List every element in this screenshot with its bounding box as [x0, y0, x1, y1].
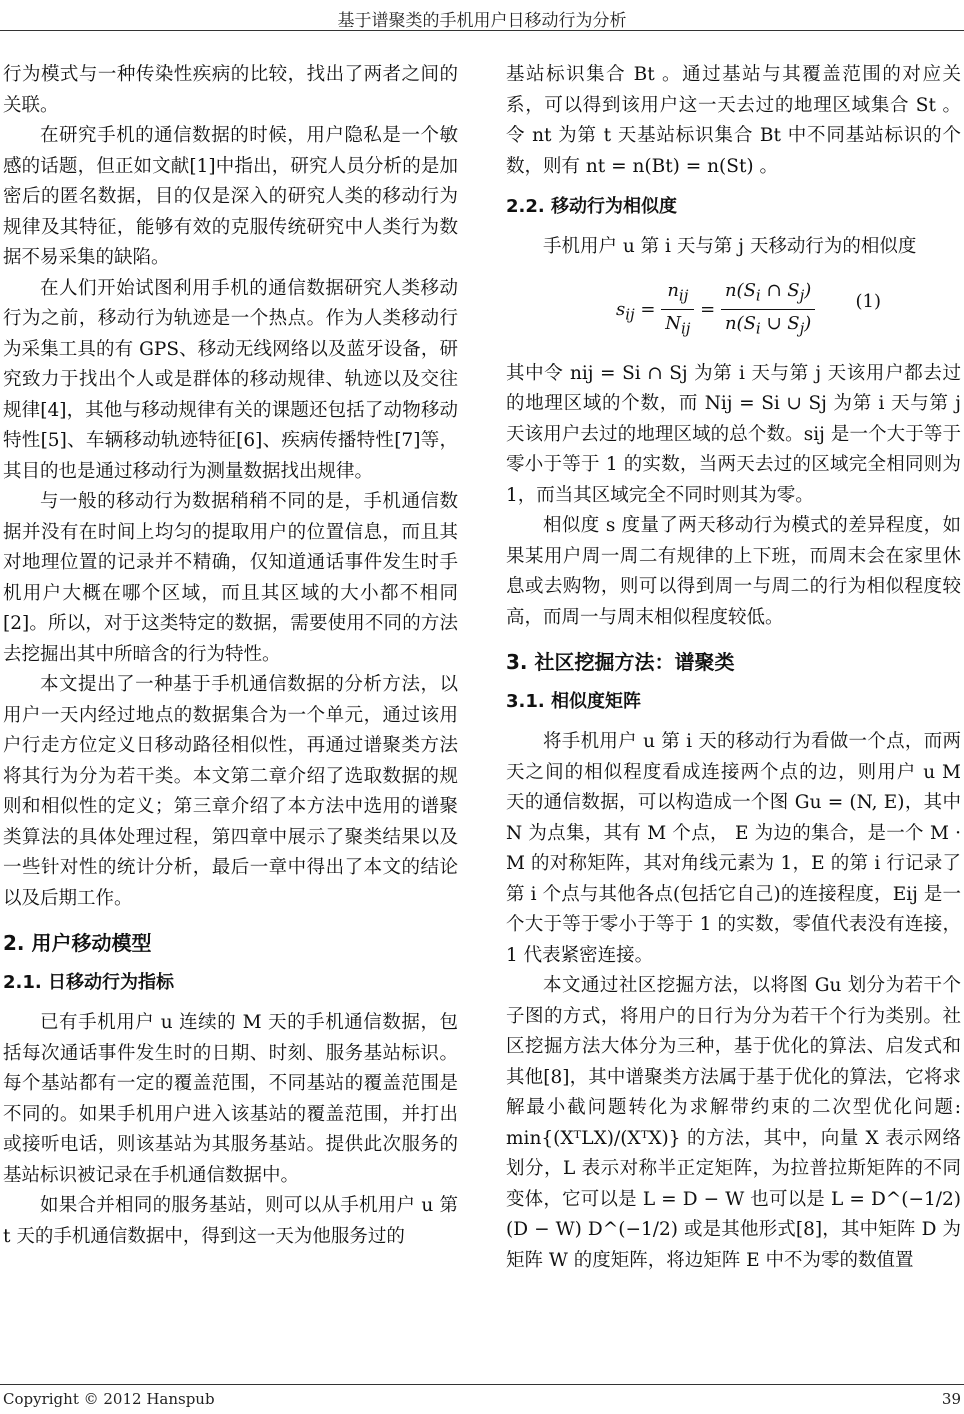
subsection-heading: 2.2. 移动行为相似度 [506, 196, 677, 217]
section-heading: 3. 社区挖掘方法：谱聚类 [506, 650, 735, 674]
subsection-heading: 3.1. 相似度矩阵 [506, 691, 641, 712]
paragraph: 相似度 s 度量了两天移动行为模式的差异程度，如果某用户周一周二有规律的上下班，而周末会在家里休息或去购物，则可以得到周一与周二的行为相似程度较高，而周一与周末相似程度较低。 [506, 515, 961, 628]
equation-number: (1) [855, 290, 881, 312]
similarity-formula: $s_{ij}$ = $\frac{n_{ij}}{N_{ij}}$ = $\frac{n(S_i \cap S_j)}{n(S_i \cup S_j)}$ [616, 277, 815, 343]
section-heading: 2. 用户移动模型 [3, 931, 152, 955]
paragraph: 与一般的移动行为数据稍稍不同的是，手机通信数据并没有在时间上均匀的提取用户的位置信息，而且其对地理位置的记录并不精确，仅知道通话事件发生时手机用户大概在哪个区域，而且其区域的大小都不相同[2]。所以，对于这类特定的数据，需要使用不同的方法去挖掘出其中所暗含的行为特性。 [3, 491, 458, 665]
paragraph: 其中令 nij = Si ∩ Sj 为第 i 天与第 j 天该用户都去过的地理区域的个数，而 Nij = Si ∪ Sj 为第 i 天与第 j 天该用户去过的地理区域的总个数。sij 是一个大于等于零小于等于 1 的实数，当两天去过的区域完全相同则为 1，而当其区域完全不同时则其为零。 [506, 362, 961, 506]
right-column [506, 60, 961, 1276]
footer-rule [0, 1384, 964, 1385]
footer [3, 1390, 961, 1408]
paragraph: 行为模式与一种传染性疾病的比较，找出了两者之间的关联。 [3, 64, 458, 116]
running-header: 基于谱聚类的手机用户日移动行为分析 [337, 11, 627, 31]
left-column [3, 60, 458, 1252]
paragraph: 本文提出了一种基于手机通信数据的分析方法，以用户一天内经过地点的数据集合为一个单元，通过该用户行走方位定义日移动路径相似性，再通过谱聚类方法将其行为分为若干类。本文第二章介绍了选取数据的规则和相似性的定义；第三章介绍了本方法中选用的谱聚类算法的具体处理过程，第四章中展示了聚类结果以及一些针对性的统计分析，最后一章中得出了本文的结论以及后期工作。 [3, 674, 458, 909]
paragraph: 基站标识集合 Bt 。通过基站与其覆盖范围的对应关系，可以得到该用户这一天去过的地理区域集合 St 。令 nt 为第 t 天基站标识集合 Bt 中不同基站标识的个数，则有 nt = n(Bt) = n(St) 。 [506, 64, 961, 177]
paragraph: 如果合并相同的服务基站，则可以从手机用户 u 第 t 天的手机通信数据中，得到这一天为他服务过的 [3, 1195, 458, 1247]
paragraph: 手机用户 u 第 i 天与第 j 天移动行为的相似度 [543, 236, 917, 257]
paragraph: 本文通过社区挖掘方法，以将图 Gu 划分为若干个子图的方式，将用户的日行为分为若干个行为类别。社区挖掘方法大体分为三种，基于优化的算法、启发式和其他[8]，其中谱聚类方法属于基于优化的算法，它将求解最小截问题转化为求解带约束的二次型优化问题: min{(XᵀLX)/(XᵀX)} 的方法，其中，向量 X 表示网络划分，L 表示对称半正定矩阵，为拉普拉斯矩阵的不同变体，它可以是 L = D − W 也可以是 L = D^(−1/2) (D − W) D^(−1/2) 或是其他形式[8]，其中矩阵 D 为矩阵 W 的度矩阵，将边矩阵 E 中不为零的数值置 [506, 975, 961, 1271]
equation-1 [506, 269, 961, 353]
subsection-heading: 2.1. 日移动行为指标 [3, 972, 174, 993]
paragraph: 将手机用户 u 第 i 天的移动行为看做一个点，而两天之间的相似程度看成连接两个点的边，则用户 u M 天的通信数据，可以构造成一个图 Gu = (N, E)，其中 N 为点集，其有 M 个点， E 为边的集合，是一个 M · M 的对称矩阵，其对角线元素为 1，E 的第 i 行记录了第 i 个点与其他各点(包括它自己)的连接程度，Eij 是一个大于等于零小于等于 1 的实数，零值代表没有连接，1 代表紧密连接。 [506, 731, 961, 966]
paragraph: 已有手机用户 u 连续的 M 天的手机通信数据，包括每次通话事件发生时的日期、时刻、服务基站标识。每个基站都有一定的覆盖范围，不同基站的覆盖范围是不同的。如果手机用户进入该基站的覆盖范围，并打出或接听电话，则该基站为其服务基站。提供此次服务的基站标识被记录在手机通信数据中。 [3, 1012, 458, 1186]
copyright: Copyright © 2012 Hanspub [3, 1390, 215, 1408]
header-rule [0, 30, 964, 31]
page-number: 39 [941, 1390, 961, 1408]
paragraph: 在人们开始试图利用手机的通信数据研究人类移动行为之前，移动行为轨迹是一个热点。作为人类移动行为采集工具的有 GPS、移动无线网络以及蓝牙设备，研究致力于找出个人或是群体的移动规律、轨迹以及交往规律[4]，其他与移动规律有关的课题还包括了动物移动特性[5]、车辆移动轨迹特征[6]、疾病传播特性[7]等，其目的也是通过移动行为测量数据找出规律。 [3, 277, 458, 482]
paragraph: 在研究手机的通信数据的时候，用户隐私是一个敏感的话题，但正如文献[1]中指出，研究人员分析的是加密后的匿名数据，目的仅是深入的研究人类的移动行为规律及其特征，能够有效的克服传统研究中人类行为数据不易采集的缺陷。 [3, 125, 458, 268]
